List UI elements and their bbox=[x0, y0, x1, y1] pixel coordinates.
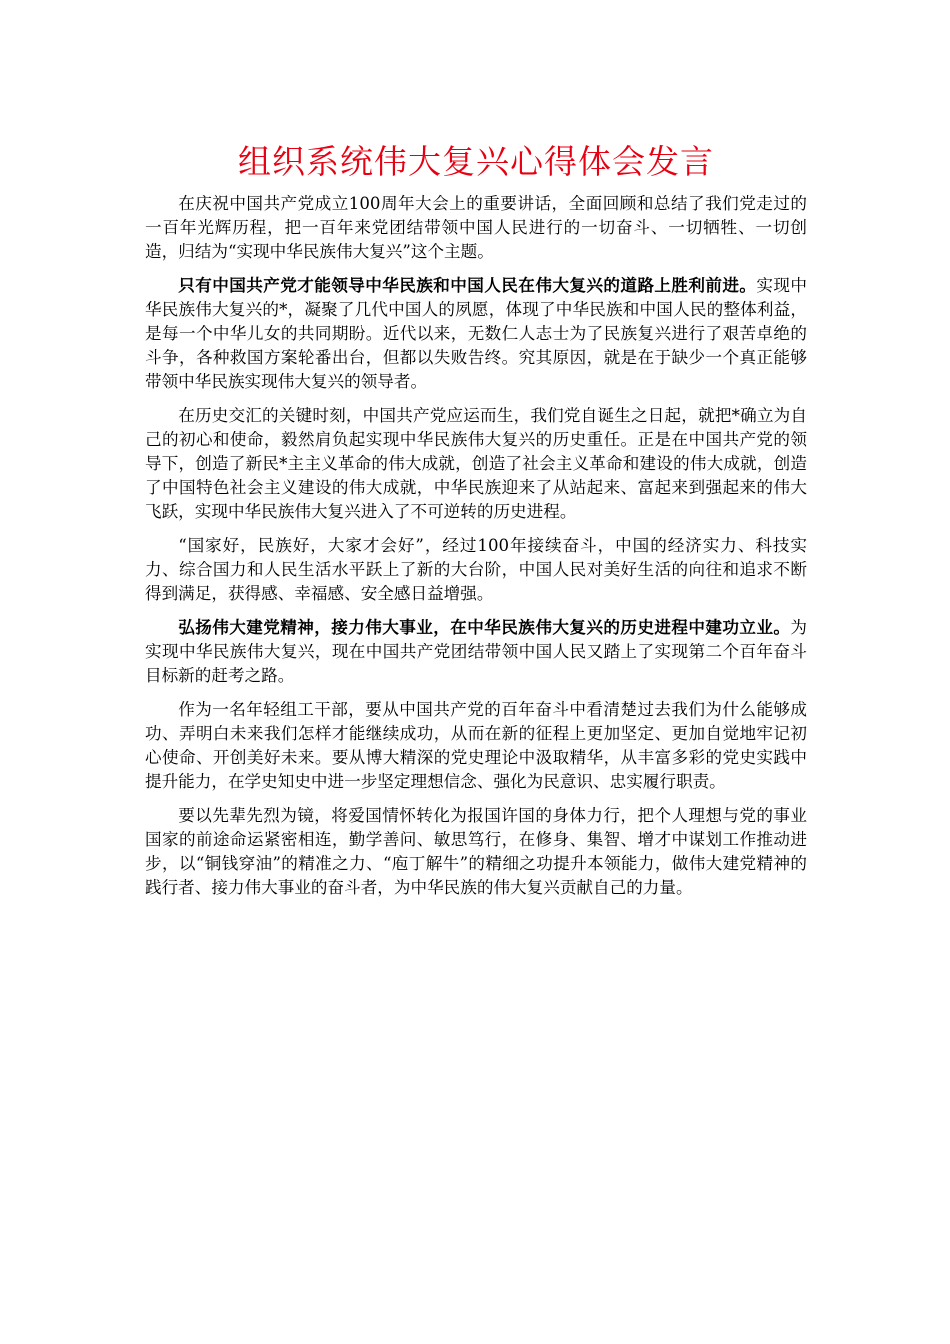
document-body bbox=[145, 192, 807, 900]
paragraph-text: 在历史交汇的关键时刻，中国共产党应运而生，我们党自诞生之日起，就把*确立为自己的初心和使命，毅然肩负起实现中华民族伟大复兴的历史重任。正是在中国共产党的领导下，创造了新民*主主义革命的伟大成就，创造了社会主义革命和建设的伟大成就，创造了中国特色社会主义建设的伟大成就，中华民族迎来了从站起来、富起来到强起来的伟大飞跃，实现中华民族伟大复兴进入了不可逆转的历史进程。 bbox=[145, 406, 807, 521]
paragraph-text: 在庆祝中国共产党成立100周年大会上的重要讲话，全面回顾和总结了我们党走过的一百年光辉历程，把一百年来党团结带领中国人民进行的一切奋斗、一切牺牲、一切创造，归结为“实现中华民族伟大复兴”这个主题。 bbox=[145, 194, 807, 261]
paragraph-6 bbox=[145, 698, 807, 794]
paragraph-text: 要以先辈先烈为镜，将爱国情怀转化为报国许国的身体力行，把个人理想与党的事业国家的前途命运紧密相连，勤学善问、敏思笃行，在修身、集智、增才中谋划工作推动进步，以“铜钱穿油”的精准之力、“庖丁解牛”的精细之功提升本领能力，做伟大建党精神的践行者、接力伟大事业的奋斗者，为中华民族的伟大复兴贡献自己的力量。 bbox=[145, 806, 807, 897]
paragraph-5 bbox=[145, 616, 807, 688]
paragraph-4 bbox=[145, 534, 807, 606]
paragraph-1 bbox=[145, 192, 807, 264]
paragraph-text: “国家好，民族好，大家才会好”，经过100年接续奋斗，中国的经济实力、科技实力、综合国力和人民生活水平跃上了新的大台阶，中国人民对美好生活的向往和追求不断得到满足，获得感、幸福感、安全感日益增强。 bbox=[145, 536, 807, 603]
paragraph-text: 实现中华民族伟大复兴的*，凝聚了几代中国人的夙愿，体现了中华民族和中国人民的整体利益，是每一个中华儿女的共同期盼。近代以来，无数仁人志士为了民族复兴进行了艰苦卓绝的斗争，各种救国方案轮番出台，但都以失败告终。究其原因，就是在于缺少一个真正能够带领中华民族实现伟大复兴的领导者。 bbox=[145, 276, 808, 391]
paragraph-lead: 弘扬伟大建党精神，接力伟大事业，在中华民族伟大复兴的历史进程中建功立业。 bbox=[178, 618, 791, 637]
paragraph-text: 为实现中华民族伟大复兴，现在中国共产党团结带领中国人民又踏上了实现第二个百年奋斗目标新的赶考之路。 bbox=[145, 618, 807, 685]
paragraph-text: 作为一名年轻组工干部，要从中国共产党的百年奋斗中看清楚过去我们为什么能够成功、弄明白未来我们怎样才能继续成功，从而在新的征程上更加坚定、更加自觉地牢记初心使命、开创美好未来。要从博大精深的党史理论中汲取精华，从丰富多彩的党史实践中提升能力，在学史知史中进一步坚定理想信念、强化为民意识、忠实履行职责。 bbox=[145, 700, 807, 791]
paragraph-2 bbox=[145, 274, 807, 394]
document-page bbox=[145, 0, 807, 910]
paragraph-7 bbox=[145, 804, 807, 900]
paragraph-lead: 只有中国共产党才能领导中华民族和中国人民在伟大复兴的道路上胜利前进。 bbox=[178, 276, 757, 295]
paragraph-3 bbox=[145, 404, 807, 524]
page-title: 组织系统伟大复兴心得体会发言 bbox=[238, 142, 714, 181]
